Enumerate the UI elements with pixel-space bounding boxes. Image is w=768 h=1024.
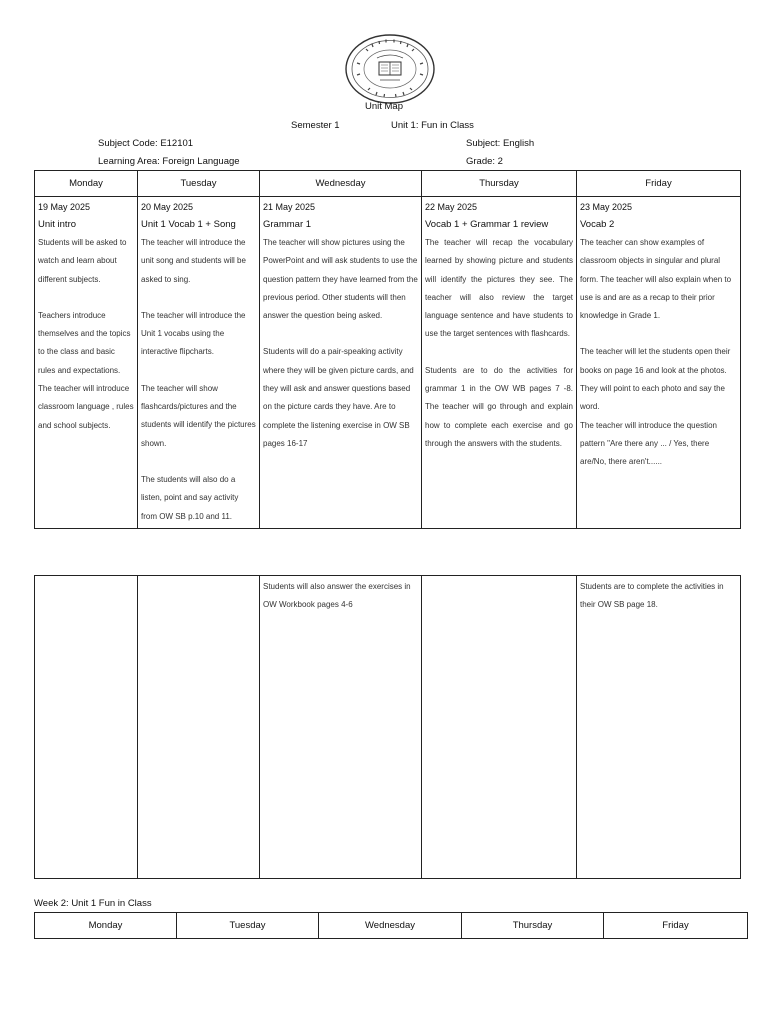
day-header-friday: Friday	[577, 171, 741, 197]
lesson-activity: The teacher can show examples of classroom objects in singular and plural form. The teacher will also explain when to use is and are as a recap to their prior knowledge in Grade 1.	[580, 238, 732, 321]
day-header-monday: Monday	[35, 913, 177, 939]
learning-area: Learning Area: Foreign Language	[98, 156, 240, 167]
week1-continuation-table	[34, 575, 741, 879]
day-header-monday: Monday	[35, 171, 138, 197]
lesson-activity: Students are to complete the activities in their OW SB page 18.	[580, 582, 724, 610]
thursday-continuation-cell	[422, 576, 577, 879]
tuesday-continuation-cell	[138, 576, 260, 879]
lesson-activity: Students will also answer the exercises in OW Workbook pages 4-6	[263, 582, 411, 610]
week2-header-row	[35, 913, 748, 939]
day-header-thursday: Thursday	[422, 171, 577, 197]
lesson-activity: The students will also do a listen, point and say activity from OW SB p.10 and 11.	[141, 474, 239, 521]
lesson-activity: The teacher will introduce the Unit 1 vocabs using the interactive flipcharts.	[141, 310, 246, 357]
lesson-activity: The teacher will show flashcards/pictures and the students will identify the pictures shown.	[141, 383, 256, 448]
lesson-date: 21 May 2025	[263, 202, 316, 212]
unit-label: Unit 1: Fun in Class	[391, 120, 474, 131]
page-title: Unit Map	[364, 101, 403, 112]
tuesday-cell	[138, 197, 260, 529]
subject-name: Subject: English	[466, 138, 535, 149]
lesson-activity: Students are to do the activities for grammar 1 in the OW WB pages 7 -8. The teacher will go through and explain how to complete each exercise and go through the answers with the students.	[425, 365, 573, 448]
lesson-date: 22 May 2025	[425, 202, 478, 212]
lesson-activity: Teachers introduce themselves and the topics to the class and basic rules and expectations.	[38, 310, 131, 375]
semester-label: Semester 1	[291, 120, 340, 131]
lesson-activity: The teacher will introduce the unit song and students will be asked to sing.	[141, 238, 246, 284]
lesson-title: Grammar 1	[263, 219, 312, 230]
day-header-tuesday: Tuesday	[138, 171, 260, 197]
subject-code: Subject Code: E12101	[98, 138, 194, 149]
lesson-activity: The teacher will recap the vocabulary learned by showing picture and students will identify the pictures they see. The teacher will also review the target language sentence and have students to use the target sentences with flashcards.	[425, 238, 573, 339]
lesson-activity: Students will be asked to watch and learn about different subjects.	[38, 238, 127, 284]
monday-cell	[35, 197, 138, 529]
thursday-cell	[422, 197, 577, 529]
lesson-date: 20 May 2025	[141, 202, 194, 212]
wednesday-continuation-cell	[260, 576, 422, 879]
lesson-date: 23 May 2025	[580, 202, 633, 212]
friday-continuation-cell	[577, 576, 741, 879]
lesson-activity: The teacher will introduce classroom language , rules and school subjects.	[38, 384, 134, 430]
grade-label: Grade: 2	[466, 156, 503, 167]
day-header-thursday: Thursday	[462, 913, 604, 939]
lesson-activity: Students will do a pair-speaking activity where they will be given picture cards, and they will ask and answer questions based on the picture cards they have. Are to complete the listening exercise in OW SB pages 16-17	[263, 347, 414, 448]
week1-content-row	[35, 197, 741, 529]
lesson-activity: The teacher will let the students open their books on page 16 and look at the photos. They will point to each photo and say the word.	[580, 347, 731, 412]
lesson-title: Unit intro	[38, 219, 77, 230]
college-seal-logo	[344, 33, 436, 105]
week2-table	[34, 912, 748, 939]
monday-continuation-cell	[35, 576, 138, 879]
day-header-tuesday: Tuesday	[177, 913, 319, 939]
day-header-wednesday: Wednesday	[260, 171, 422, 197]
friday-cell	[577, 197, 741, 529]
lesson-title: Unit 1 Vocab 1 + Song	[141, 219, 236, 230]
day-header-friday: Friday	[604, 913, 748, 939]
week1-header-row	[35, 171, 741, 197]
day-header-wednesday: Wednesday	[319, 913, 462, 939]
lesson-activity: The teacher will introduce the question pattern "Are there any ... / Yes, there are/No, there aren't......	[580, 420, 717, 467]
wednesday-cell	[260, 197, 422, 529]
lesson-title: Vocab 2	[580, 219, 615, 230]
continuation-row	[35, 576, 741, 879]
week2-label: Week 2: Unit 1 Fun in Class	[34, 898, 152, 909]
lesson-activity: The teacher will show pictures using the PowerPoint and will ask students to use the question pattern they have learned from the previous period. Other students will then answer the question being asked.	[263, 238, 418, 321]
lesson-date: 19 May 2025	[38, 202, 91, 212]
lesson-title: Vocab 1 + Grammar 1 review	[425, 219, 549, 230]
week1-table	[34, 170, 741, 529]
